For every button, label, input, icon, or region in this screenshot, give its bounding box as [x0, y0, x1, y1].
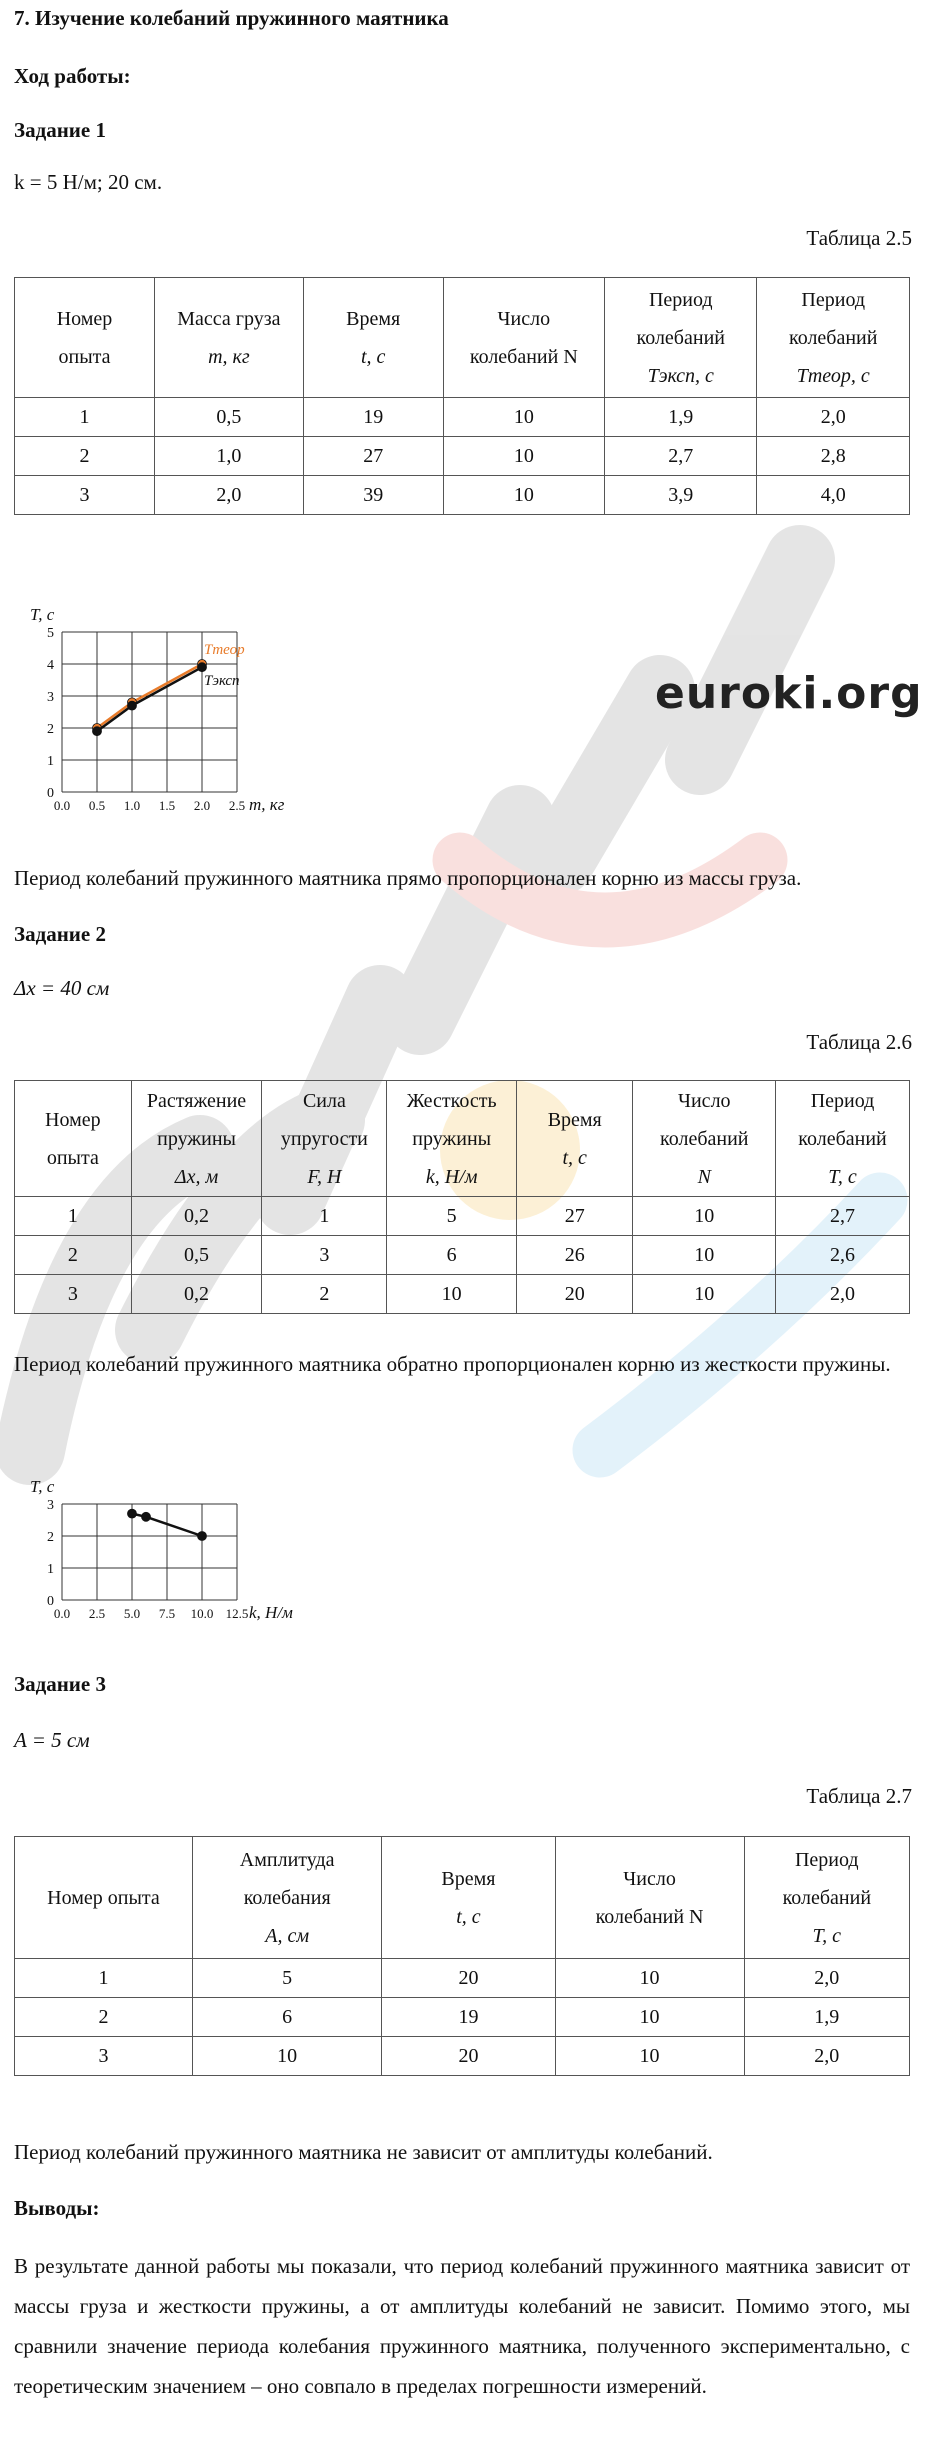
header-cell: Время t, с: [382, 1837, 555, 1959]
header-cell: Номер опыта: [15, 1081, 132, 1197]
series-line: [97, 667, 202, 731]
x-tick-label: 0.0: [53, 798, 71, 813]
table-cell: 5: [387, 1197, 517, 1236]
data-point: [142, 1512, 151, 1521]
x-axis-label: m, кг: [249, 795, 285, 814]
y-tick-label: 2: [47, 722, 54, 737]
table-cell: 39: [303, 476, 443, 515]
table-cell: 10: [633, 1197, 776, 1236]
table-cell: 3: [15, 1275, 132, 1314]
y-tick-label: 5: [47, 626, 54, 641]
table-row: [15, 1998, 910, 2037]
data-point: [198, 663, 207, 672]
x-tick-label: 0.0: [53, 1606, 71, 1621]
task1-conclusion: Период колебаний пружинного маятника прямо пропорционален корню из массы груза.: [14, 866, 802, 890]
table-cell: 20: [382, 1959, 555, 1998]
x-tick-label: 7.5: [158, 1606, 176, 1621]
header-cell: Период колебаний Tэксп, с: [605, 278, 757, 398]
x-tick-label: 12.5: [225, 1606, 249, 1621]
header-cell: Номер опыта: [15, 1837, 193, 1959]
table-cell: 19: [382, 1998, 555, 2037]
x-axis-label: k, Н/м: [249, 1603, 293, 1622]
task2-heading: Задание 2: [14, 922, 106, 946]
header-cell: Период колебаний T, с: [776, 1081, 910, 1197]
series-label: Tэксп: [204, 673, 240, 690]
table-header-row: [15, 1837, 910, 1959]
table-cell: 10: [633, 1236, 776, 1275]
table-cell: 20: [517, 1275, 633, 1314]
table-row: [15, 1197, 910, 1236]
table-cell: 26: [517, 1236, 633, 1275]
task1-table-caption: Таблица 2.5: [806, 226, 912, 250]
table-cell: 2,0: [744, 1959, 909, 1998]
table-cell: 2,0: [155, 476, 304, 515]
data-point: [128, 701, 137, 710]
header-cell: Период колебаний T, с: [744, 1837, 909, 1959]
table-2-5: [14, 277, 910, 515]
table-cell: 0,2: [131, 1275, 262, 1314]
task1-heading: Задание 1: [14, 118, 106, 142]
x-tick-label: 5.0: [123, 1606, 141, 1621]
table-cell: 2,0: [776, 1275, 910, 1314]
table-cell: 10: [192, 2037, 381, 2076]
table-cell: 2: [15, 437, 155, 476]
table-row: [15, 437, 910, 476]
task3-heading: Задание 3: [14, 1672, 106, 1696]
table-cell: 4,0: [757, 476, 910, 515]
table-cell: 2: [262, 1275, 387, 1314]
table-cell: 2: [15, 1236, 132, 1275]
y-tick-label: 0: [47, 1594, 54, 1609]
task2-conclusion: Период колебаний пружинного маятника обратно пропорционален корню из жесткости пружины.: [14, 1352, 891, 1376]
euroki-logo: euroki.org: [655, 668, 923, 719]
header-cell: Сила упругости F, Н: [262, 1081, 387, 1197]
table-cell: 10: [633, 1275, 776, 1314]
table-cell: 3: [262, 1236, 387, 1275]
x-tick-label: 0.5: [88, 798, 106, 813]
x-tick-label: 2.0: [193, 798, 211, 813]
data-point: [93, 727, 102, 736]
table-cell: 2,0: [744, 2037, 909, 2076]
table-cell: 10: [555, 1998, 744, 2037]
x-tick-label: 2.5: [228, 798, 246, 813]
table-cell: 0,5: [131, 1236, 262, 1275]
table-cell: 5: [192, 1959, 381, 1998]
table-row: [15, 398, 910, 437]
y-tick-label: 4: [47, 658, 54, 673]
y-tick-label: 3: [47, 690, 54, 705]
table-cell: 2,6: [776, 1236, 910, 1275]
header-cell: Время t, с: [517, 1081, 633, 1197]
table-cell: 10: [387, 1275, 517, 1314]
table-cell: 10: [443, 398, 604, 437]
chart-period-vs-stiffness: [10, 1450, 350, 1650]
y-tick-label: 1: [47, 754, 54, 769]
task3-given: A = 5 см: [14, 1728, 90, 1752]
header-cell: Номер опыта: [15, 278, 155, 398]
table-cell: 27: [303, 437, 443, 476]
y-tick-label: 2: [47, 1530, 54, 1545]
table-header-row: [15, 1081, 910, 1197]
page-title: 7. Изучение колебаний пружинного маятника: [14, 6, 449, 30]
table-cell: 6: [387, 1236, 517, 1275]
task3-conclusion: Период колебаний пружинного маятника не зависит от амплитуды колебаний.: [14, 2140, 713, 2164]
header-cell: Время t, с: [303, 278, 443, 398]
table-cell: 20: [382, 2037, 555, 2076]
chart-period-vs-mass: [10, 580, 350, 830]
y-tick-label: 0: [47, 786, 54, 801]
table-cell: 3: [15, 476, 155, 515]
table-cell: 2: [15, 1998, 193, 2037]
table-cell: 6: [192, 1998, 381, 2037]
table-cell: 3,9: [605, 476, 757, 515]
progress-heading: Ход работы:: [14, 64, 131, 88]
table-cell: 1,9: [605, 398, 757, 437]
table-cell: 10: [443, 476, 604, 515]
table-cell: 2,8: [757, 437, 910, 476]
header-cell: Жесткость пружины k, Н/м: [387, 1081, 517, 1197]
table-cell: 1: [15, 1959, 193, 1998]
table-2-7: [14, 1836, 910, 2076]
table-row: [15, 1959, 910, 1998]
conclusions-text: В результате данной работы мы показали, что период колебаний пружинного маятника зависит от массы груза и жесткости пружины, а от амплитуды колебаний не зависит. Помимо этого, мы сравнили значение периода колебания пружинного маятника, полученного экспериментально, с теоретическим значением – оно совпало в пределах погрешности измерений.: [14, 2254, 910, 2398]
table-row: [15, 2037, 910, 2076]
data-point: [128, 1509, 137, 1518]
table-row: [15, 476, 910, 515]
table-cell: 1,0: [155, 437, 304, 476]
table-cell: 0,5: [155, 398, 304, 437]
table-cell: 1: [15, 398, 155, 437]
table-cell: 10: [443, 437, 604, 476]
header-cell: Число колебаний N: [443, 278, 604, 398]
table-cell: 19: [303, 398, 443, 437]
header-cell: Масса груза m, кг: [155, 278, 304, 398]
table-2-6: [14, 1080, 910, 1314]
conclusions-heading: Выводы:: [14, 2196, 100, 2220]
header-cell: Число колебаний N: [633, 1081, 776, 1197]
table-cell: 0,2: [131, 1197, 262, 1236]
data-point: [198, 1532, 207, 1541]
header-cell: Амплитуда колебания A, см: [192, 1837, 381, 1959]
y-tick-label: 1: [47, 1562, 54, 1577]
table-cell: 1: [262, 1197, 387, 1236]
table-cell: 27: [517, 1197, 633, 1236]
table-row: [15, 1275, 910, 1314]
table-header-row: [15, 278, 910, 398]
header-cell: Период колебаний Tтеор, с: [757, 278, 910, 398]
task2-given: Δx = 40 см: [14, 976, 110, 1000]
table-cell: 2,0: [757, 398, 910, 437]
x-tick-label: 1.5: [158, 798, 176, 813]
table-cell: 10: [555, 1959, 744, 1998]
y-axis-label: T, с: [30, 1477, 55, 1496]
task3-table-caption: Таблица 2.7: [806, 1784, 912, 1808]
x-tick-label: 2.5: [88, 1606, 106, 1621]
task1-given: k = 5 Н/м; 20 см.: [14, 170, 163, 194]
header-cell: Растяжение пружины Δx, м: [131, 1081, 262, 1197]
table-cell: 2,7: [776, 1197, 910, 1236]
table-cell: 2,7: [605, 437, 757, 476]
task2-table-caption: Таблица 2.6: [806, 1030, 912, 1054]
y-tick-label: 3: [47, 1498, 54, 1513]
table-cell: 3: [15, 2037, 193, 2076]
table-cell: 10: [555, 2037, 744, 2076]
header-cell: Число колебаний N: [555, 1837, 744, 1959]
table-cell: 1: [15, 1197, 132, 1236]
x-tick-label: 1.0: [123, 798, 141, 813]
table-row: [15, 1236, 910, 1275]
x-tick-label: 10.0: [190, 1606, 214, 1621]
table-cell: 1,9: [744, 1998, 909, 2037]
y-axis-label: T, с: [30, 605, 55, 624]
series-label: Tтеор: [204, 642, 245, 658]
